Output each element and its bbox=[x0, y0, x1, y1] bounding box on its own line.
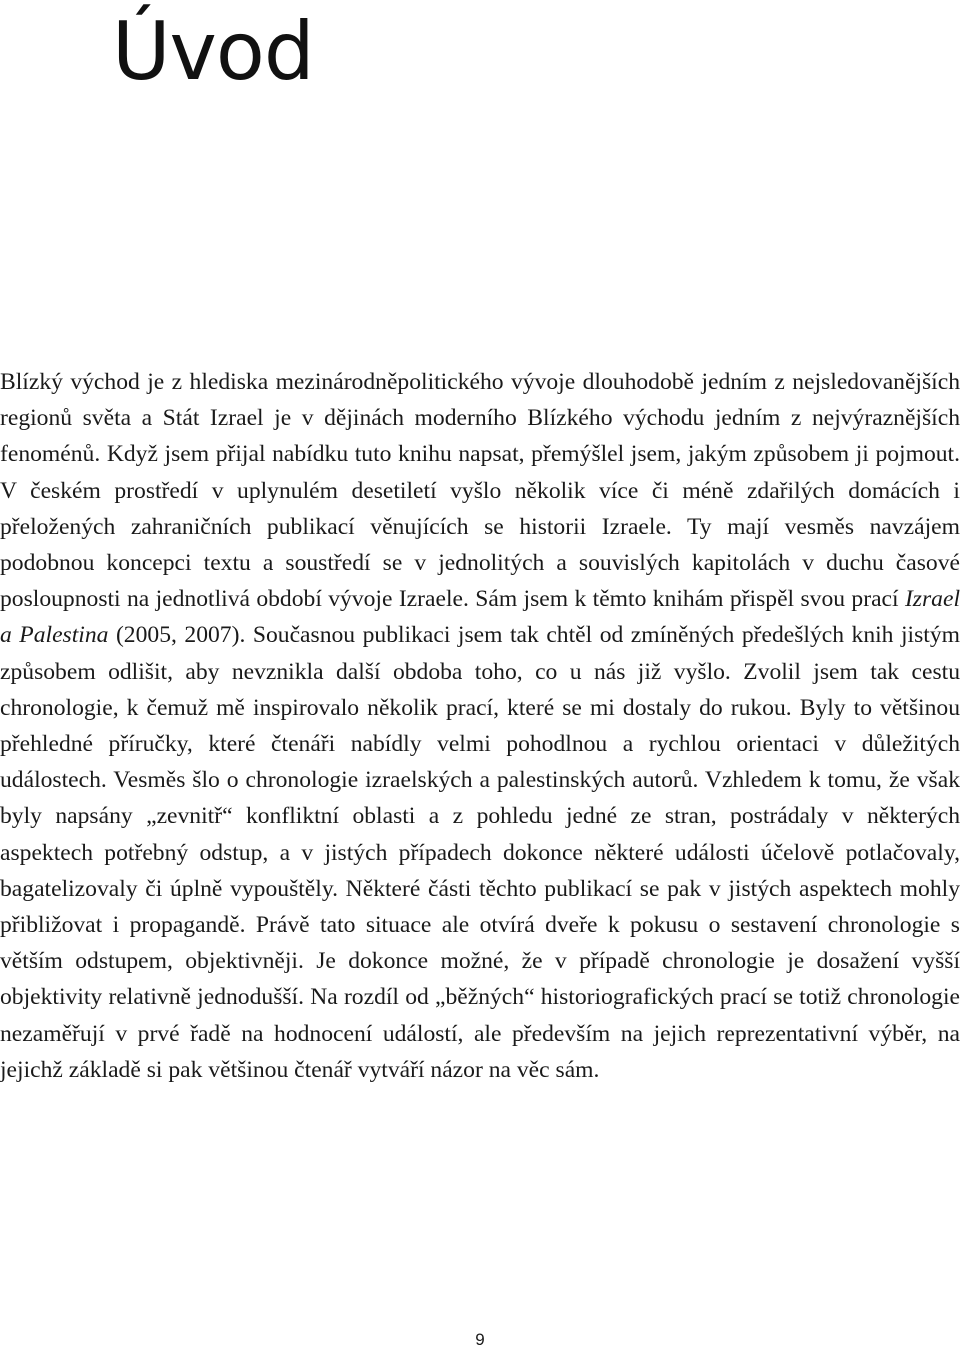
book-title-italic: Izrael a Palestina bbox=[0, 586, 960, 649]
paragraph-text-after-title: (2005, 2007). Současnou publikaci jsem tak chtěl od zmíněných předešlých knih jistým způsobem odlišit, aby nevznikla další obdoba toho, co u nás již vyšlo. Zvolil jsem tak cestu chronologie, k čemuž mě inspirovalo několik prací, které se mi dostaly do rukou. Byly to většinou přehledné příručky, které čtenáři nabídly velmi pohodlnou a rychlou orientaci v důležitých událostech. Vesměs šlo o chronologie izraelských a palestinských autorů. Vzhledem k tomu, že však byly napsány „zevnitř“ konfliktní oblasti a z pohledu jedné ze stran, postrádaly v některých aspektech potřebný odstup, a v jistých případech dokonce některé události účelově potlačovaly, bagatelizovaly či úplně vypouštěly. Některé části těchto publikací se pak v jistých aspektech mohly přibližovat i propagandě. Právě tato situace ale otvírá dveře k pokusu o sestavení chronologie s větším odstupem, objektivněji. Je dokonce možné, že v případě chronologie je dosažení vyšší objektivity relativně jednodušší. Na rozdíl od „běžných“ historiografických prací se totiž chronologie nezaměřují v prvé řadě na hodnocení událostí, ale především na jejich reprezentativní výběr, na jejichž základě si pak většinou čtenář vytváří názor na věc sám. bbox=[0, 622, 960, 1083]
paragraph-text-before-title: Blízký východ je z hlediska mezinárodněpolitického vývoje dlouhodobě jedním z nejsledovanějších regionů světa a Stát Izrael je v dějinách moderního Blízkého východu jedním z nejvýraznějších fenoménů. Když jsem přijal nabídku tuto knihu napsat, přemýšlel jsem, jakým způsobem ji pojmout. V českém prostředí v uplynulém desetiletí vyšlo několik více či méně zdařilých domácích i přeložených zahraničních publikací věnujících se historii Izraele. Ty mají vesměs navzájem podobnou koncepci textu a soustředí se v jednolitých a souvislých kapitolách v duchu časové posloupnosti na jednotlivá období vývoje Izraele. Sám jsem k těmto knihám přispěl svou prací bbox=[0, 369, 960, 613]
body-paragraph bbox=[0, 364, 960, 1088]
chapter-title: Úvod bbox=[112, 5, 314, 98]
page-number: 9 bbox=[475, 1330, 485, 1349]
